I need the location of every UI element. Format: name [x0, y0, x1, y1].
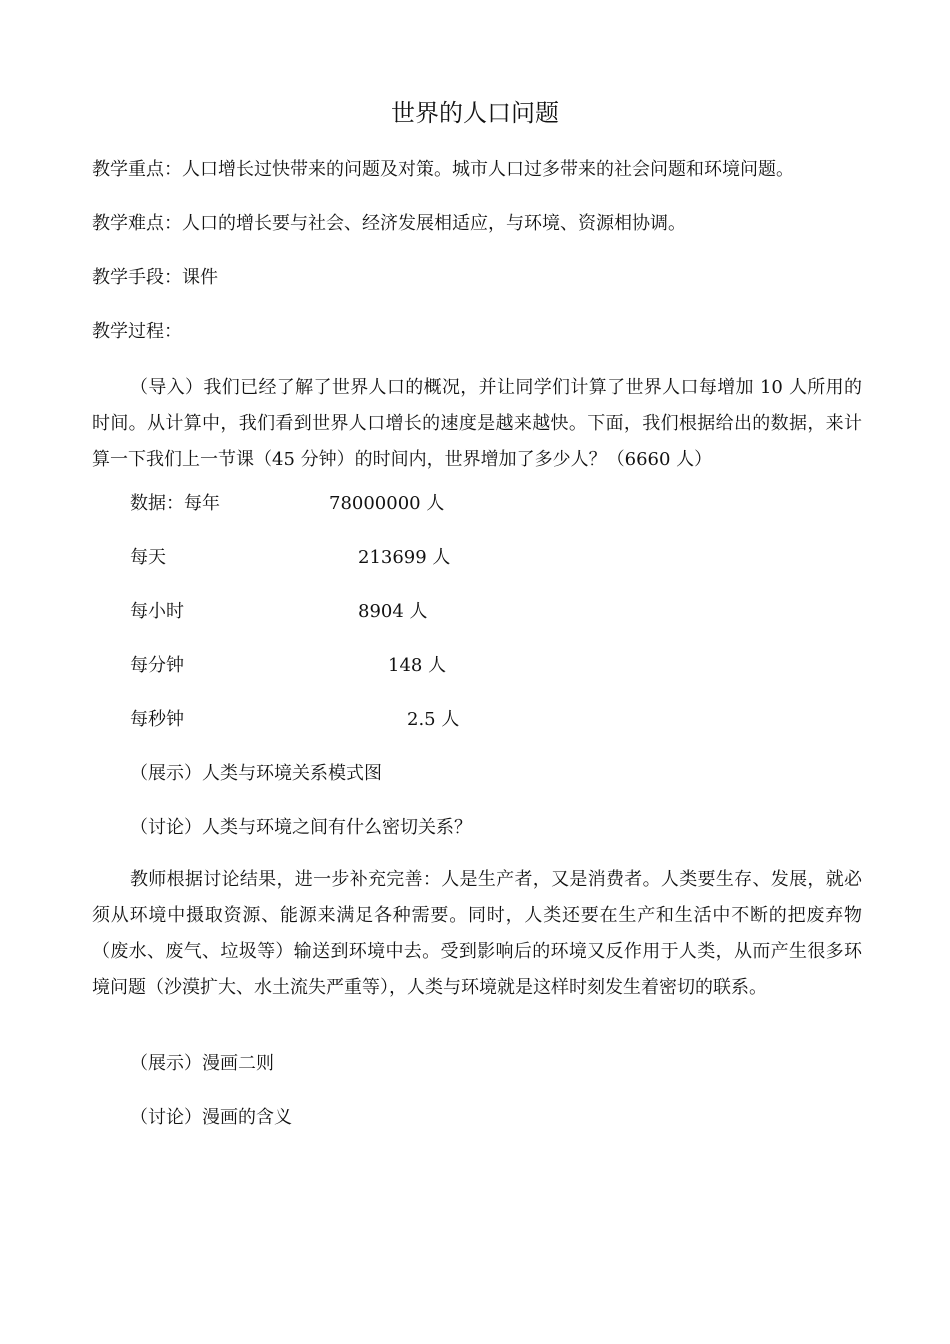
teaching-difficulty: 教学难点：人口的增长要与社会、经济发展相适应，与环境、资源相协调。	[92, 213, 686, 234]
data-row-hour	[130, 599, 630, 625]
teaching-focus: 教学重点：人口增长过快带来的问题及对策。城市人口过多带来的社会问题和环境问题。	[92, 159, 794, 180]
data-row-label: 每秒钟	[130, 709, 184, 730]
data-row-value: 213699 人	[358, 547, 451, 568]
data-row-label: 每小时	[130, 601, 184, 622]
data-row-value: 148 人	[388, 655, 447, 676]
discuss-relationship: （讨论）人类与环境之间有什么密切关系？	[130, 817, 472, 838]
intro-paragraph: （导入）我们已经了解了世界人口的概况，并让同学们计算了世界人口每增加 10 人所用的时间。从计算中，我们看到世界人口增长的速度是越来越快。下面，我们根据给出的数据，来计算一下我们上一节课（45 分钟）的时间内，世界增加了多少人？（6660 人）	[92, 377, 862, 470]
data-row-label: 数据：每年	[130, 493, 220, 514]
data-row-value: 78000000 人	[329, 493, 445, 514]
discuss-comics: （讨论）漫画的含义	[130, 1107, 292, 1128]
data-row-value: 2.5 人	[407, 709, 460, 730]
teacher-paragraph: 教师根据讨论结果，进一步补充完善：人是生产者，又是消费者。人类要生存、发展，就必须从环境中摄取资源、能源来满足各种需要。同时，人类还要在生产和生活中不断的把废弃物（废水、废气、垃圾等）输送到环境中去。受到影响后的环境又反作用于人类，从而产生很多环境问题（沙漠扩大、水土流失严重等），人类与环境就是这样时刻发生着密切的联系。	[92, 869, 862, 998]
teaching-process-label: 教学过程：	[92, 321, 182, 342]
data-row-second	[130, 707, 630, 733]
show-model-diagram: （展示）人类与环境关系模式图	[130, 763, 382, 784]
data-row-label: 每天	[130, 547, 166, 568]
page-title: 世界的人口问题	[391, 99, 559, 127]
data-row-year	[130, 491, 630, 517]
data-row-day	[130, 545, 630, 571]
show-comics: （展示）漫画二则	[130, 1053, 274, 1074]
data-row-minute	[130, 653, 630, 679]
teaching-means: 教学手段：课件	[92, 267, 218, 288]
data-row-value: 8904 人	[358, 601, 428, 622]
data-row-label: 每分钟	[130, 655, 184, 676]
